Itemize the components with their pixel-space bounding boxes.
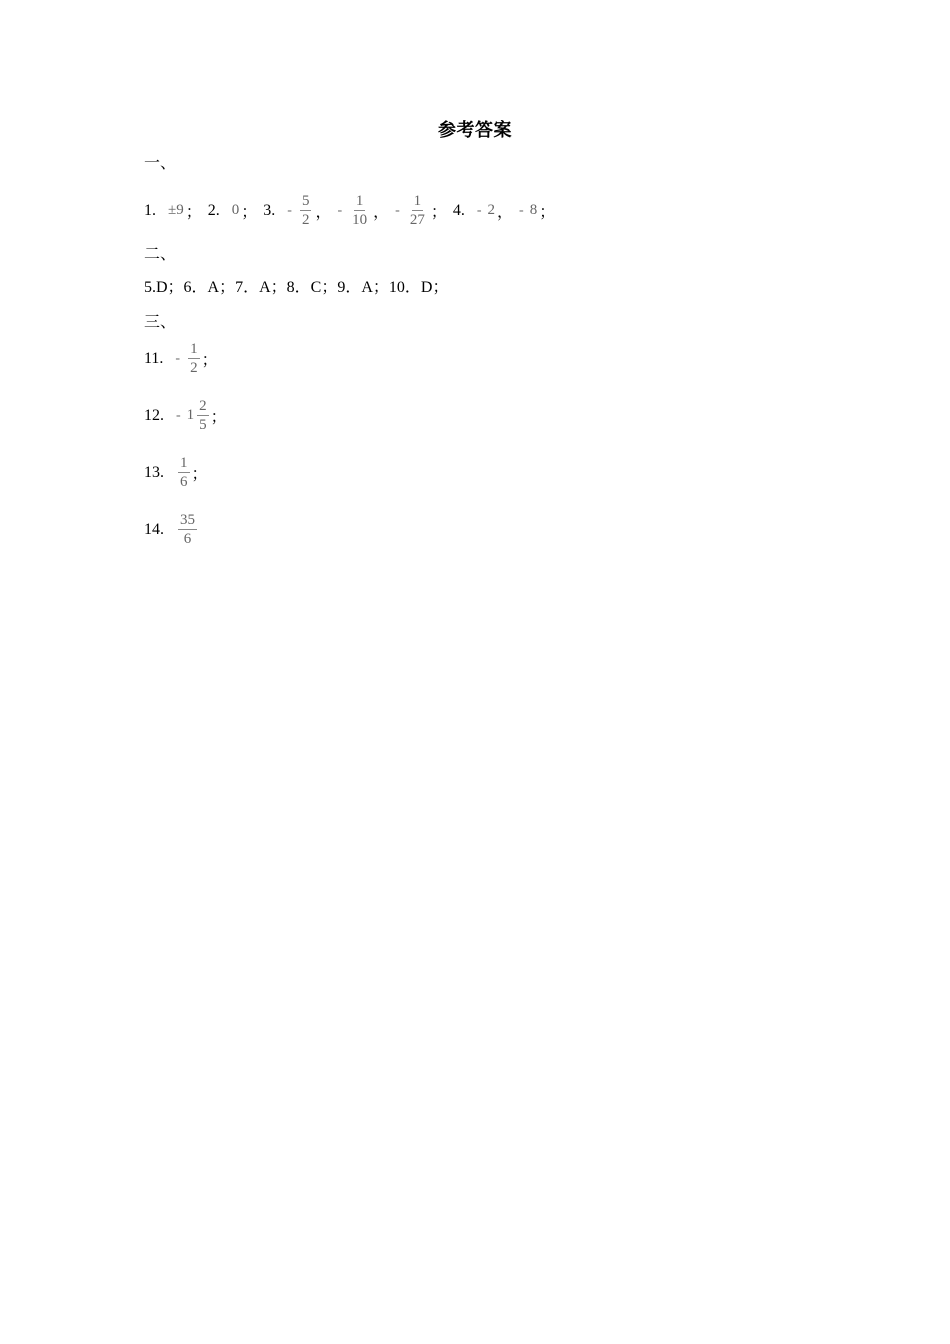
semicolon: ； <box>201 352 218 369</box>
denominator: 6 <box>180 474 188 490</box>
q3-number: 3. <box>263 201 276 219</box>
q3-fraction-b <box>350 192 369 229</box>
numerator: 1 <box>180 455 188 471</box>
numerator: 1 <box>190 341 198 357</box>
comma: ， <box>497 204 514 221</box>
semicolon: ； <box>430 204 447 221</box>
semicolon: ； <box>191 466 208 483</box>
answer-line-12 <box>144 397 227 434</box>
section-3-heading <box>144 309 176 332</box>
q13-fraction <box>178 454 190 491</box>
comma: ， <box>373 204 390 221</box>
minus-sign: - <box>287 202 292 218</box>
choice-answers: 5.D；6．A；7．A；8．C；9．A；10．D； <box>144 279 449 296</box>
q12-integer-part: 1 <box>186 407 195 423</box>
q4-number: 4. <box>452 201 465 219</box>
denominator: 2 <box>301 212 310 228</box>
q1-number: 1. <box>144 201 156 219</box>
semicolon: ； <box>210 409 227 426</box>
denominator: 10 <box>352 212 368 228</box>
q2-number: 2. <box>207 201 220 219</box>
section-1-label: 一、 <box>144 155 177 172</box>
q14-number: 14. <box>144 520 164 538</box>
answer-line-13 <box>144 454 208 491</box>
semicolon: ； <box>185 204 202 221</box>
answer-line-11 <box>144 340 218 377</box>
denominator: 27 <box>409 212 425 228</box>
denominator: 2 <box>190 360 198 376</box>
q1-answer: ±9 <box>168 202 184 218</box>
numerator: 1 <box>355 193 364 209</box>
minus-sign: - <box>337 202 343 218</box>
section-3-label: 三、 <box>144 314 177 331</box>
answer-line-1-4 <box>144 192 561 229</box>
denominator: 5 <box>199 417 207 433</box>
q13-number: 13. <box>144 463 164 481</box>
semicolon: ； <box>241 204 258 221</box>
minus-sign: - <box>476 202 482 218</box>
section-2-label: 二、 <box>144 246 177 263</box>
q12-fraction <box>197 397 209 434</box>
comma: ， <box>315 204 332 221</box>
minus-sign: - <box>395 202 400 218</box>
q3-fraction-a <box>300 192 312 229</box>
answer-line-5-10 <box>144 274 448 297</box>
page-title: 参考答案 <box>438 120 512 140</box>
minus-sign: - <box>175 350 181 366</box>
minus-sign: - <box>176 407 181 423</box>
numerator: 1 <box>413 193 422 209</box>
denominator: 6 <box>183 531 192 547</box>
numerator: 2 <box>199 398 207 414</box>
answer-line-14 <box>144 511 199 548</box>
q4-answer-b: 8 <box>529 202 538 218</box>
numerator: 35 <box>180 512 195 528</box>
q3-fraction-c <box>408 192 427 229</box>
q4-answer-a: 2 <box>487 202 495 218</box>
q12-number: 12. <box>144 406 164 424</box>
semicolon: ； <box>539 204 556 221</box>
section-2-heading <box>144 241 176 264</box>
section-1-heading <box>144 150 176 173</box>
q14-fraction <box>178 511 197 548</box>
numerator: 5 <box>301 193 310 209</box>
q2-answer: 0 <box>231 202 240 218</box>
q11-fraction <box>188 340 200 377</box>
q11-number: 11. <box>144 349 164 367</box>
minus-sign: - <box>519 202 524 218</box>
